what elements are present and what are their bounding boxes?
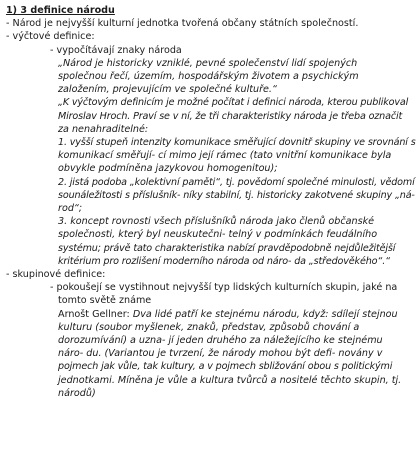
item-line: rod“;: [58, 203, 83, 215]
gellner-name: Arnošt Gellner:: [58, 308, 133, 320]
enumerative-label: - výčtové definice:: [6, 31, 95, 43]
item-line: kritérium pro rozlišení moderního národa od náro- da „středověkého“.“: [58, 255, 390, 267]
item-line: obvykle podmíněna jazykovou homogenitou);: [58, 163, 278, 175]
national-quote: [6, 57, 411, 97]
gellner-line: náro- du. (Variantou je tvrzení, že národy mohou být defi- novány v: [58, 348, 383, 360]
gellner-paragraph: [6, 308, 411, 400]
item-line: komunikací směřují- cí mimo její rámec (tato vnitřní komunikace byla: [58, 150, 392, 162]
item-line: společnosti, který byl neuskutečni- telný v podmínkách feudálního: [58, 229, 378, 241]
group-subpoint: [6, 281, 411, 307]
hroch-item-3: [6, 215, 411, 268]
quote-line: „Národ je historicky vzniklé, pevné společenství lidí spojených: [58, 57, 358, 69]
gellner-first-line: [6, 308, 411, 321]
group-label: - skupinové definice:: [6, 269, 106, 281]
hroch-paragraph: [6, 96, 411, 136]
section-heading: 1) 3 definice národu: [6, 5, 115, 16]
hroch-item-1: [6, 136, 416, 176]
hroch-item-2: [6, 176, 415, 216]
hroch-line: Miroslav Hroch. Praví se v ní, že tři charakteristiky národa je třeba označit: [58, 110, 403, 122]
gellner-line: jednotkami. Míněna je vůle a kultura tvůrců a nositelé těchto skupin, tj.: [58, 374, 402, 386]
item-line: sounáležitosti s příslušník- níky stabilní, tj. historicky zakotvené skupiny „ná-: [58, 189, 415, 201]
quote-line: společnou řečí, územím, hospodářským životem a psychickým: [58, 71, 359, 83]
quote-line: založením, projevujícím ve společné kultuře.“: [58, 84, 277, 96]
item-line: 2. jistá podoba „kolektivní paměti“, tj. povědomí společné minulosti, vědomí: [58, 176, 415, 188]
item-line: 1. vyšší stupeň intenzity komunikace směřující dovnitř skupiny ve srovnání s: [58, 137, 416, 149]
gellner-line: národů): [58, 387, 96, 399]
gellner-text: Dva lidé patří ke stejnému národu, když: sdílejí stejnou: [132, 308, 398, 320]
gellner-line: pojmech jak vůle, tak kultury, a v pojmech sbližování obou s politickými: [58, 361, 393, 373]
item-line: 3. koncept rovnosti všech příslušníků národa jako členů občanské: [58, 216, 375, 228]
hroch-line: za nenahraditelné:: [58, 123, 149, 135]
enumerative-subpoint: - vypočítávají znaky národa: [50, 44, 182, 56]
gellner-line: dorozumívání) a uzna- jí jeden druhého za náležejícího ke stejnému: [58, 335, 383, 347]
intro-definition: - Národ je nejvyšší kulturní jednotka tvořená občany státních společností.: [6, 18, 359, 30]
hroch-line: „K výčtovým definicím je možné počítat i definici národa, kterou publikoval: [58, 97, 409, 109]
group-subpoint-line: - pokoušejí se vystihnout nejvyšší typ lidských kulturních skupin, jaké na: [50, 282, 398, 294]
gellner-line: kulturu (soubor myšlenek, znaků, představ, způsobů chování a: [58, 321, 360, 333]
item-line: systému; právě tato charakteristika nabízí pravděpodobně nejdůležitější: [58, 242, 396, 254]
group-subpoint-line: tomto světě známe: [58, 295, 152, 307]
